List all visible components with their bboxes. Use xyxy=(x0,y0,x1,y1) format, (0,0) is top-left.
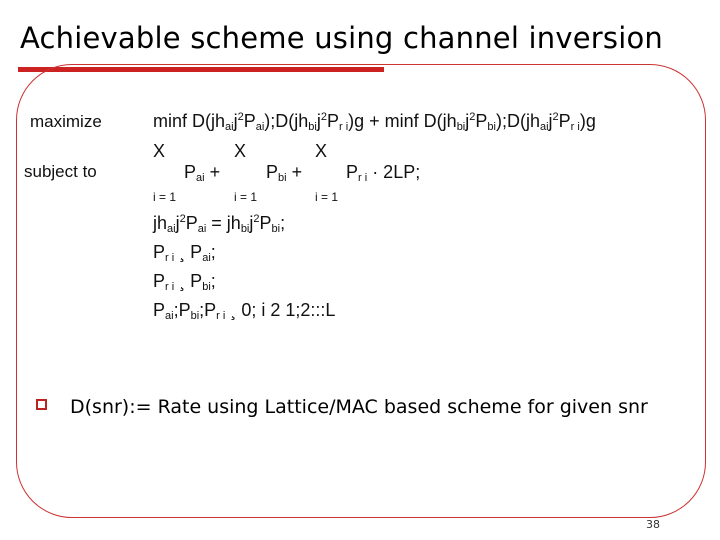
power-sum-expression: $P_{ai}$ + xyxy=(184,162,221,184)
objective-expression: minf $D(jh_{ai}j^2P_{ai});D(jh_{bi}j^2P_{r i})g + \min f$ $D(jh_{bi}j^2P_{bi});D(jh_{ai}j^2P_{r i})g$ xyxy=(153,111,596,133)
constraint-relay-a: $P_{r i}$ ¸ $P_{ai}$; xyxy=(153,242,216,264)
constraint-nonnegative: $P_{ai};P_{bi};P_{r i}$ ¸ 0; i 2 1;2:::L xyxy=(153,300,336,322)
subject-to-label: subject to xyxy=(24,162,97,181)
sum-limit-2: i = 1 xyxy=(234,190,258,204)
sum-limit-3: i = 1 xyxy=(315,190,339,204)
bullet-text: D(snr):= Rate using Lattice/MAC based scheme for given snr xyxy=(70,396,648,418)
sum-symbol-3: X xyxy=(315,141,328,161)
page-number: 38 xyxy=(646,518,660,531)
sum-symbol-1: X xyxy=(153,141,166,161)
constraint-equal-gain: $jh_{ai}j^2P_{ai} = jh_{bi}j^2P_{bi}$; xyxy=(153,213,286,235)
power-sum-term-3: $P_{r i} \cdot 2LP$; xyxy=(346,162,421,184)
power-sum-term-2: $P_{bi}$ + xyxy=(266,162,303,184)
maximize-label: maximize xyxy=(30,112,102,131)
sum-limit-1: i = 1 xyxy=(153,190,177,204)
constraint-relay-b: $P_{r i}$ ¸ $P_{bi}$; xyxy=(153,271,216,293)
slide-title: Achievable scheme using channel inversion xyxy=(20,21,663,55)
bullet-square-icon xyxy=(36,399,47,410)
sum-symbol-2: X xyxy=(234,141,247,161)
